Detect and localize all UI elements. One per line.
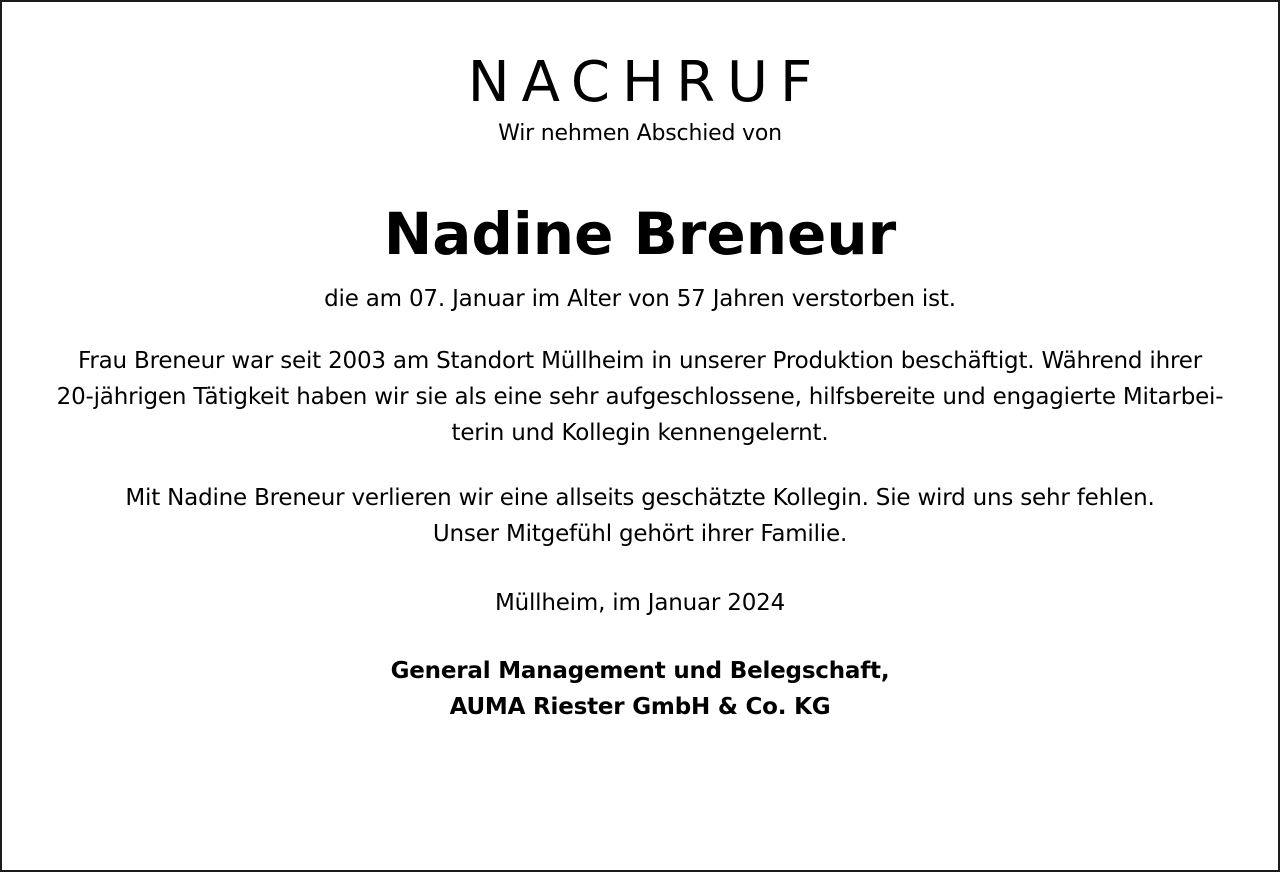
notice-heading: NACHRUF	[467, 50, 825, 115]
place-and-date: Müllheim, im Januar 2024	[494, 590, 786, 616]
paragraph-employment-line: 20-jährigen Tätigkeit haben wir sie als eine sehr aufgeschlossene, hilfsbereite und engagierte Mitarbei-	[56, 384, 1224, 410]
death-statement: die am 07. Januar im Alter von 57 Jahren verstorben ist.	[324, 286, 956, 312]
deceased-name: Nadine Breneur	[383, 200, 897, 268]
paragraph-condolence-line: Mit Nadine Breneur verlieren wir eine allseits geschätzte Kollegin. Sie wird uns sehr fehlen.	[125, 485, 1155, 511]
notice-subheading: Wir nehmen Abschied von	[498, 121, 782, 146]
paragraph-employment-line: Frau Breneur war seit 2003 am Standort Müllheim in unserer Produktion beschäftigt. Während ihrer	[78, 348, 1202, 374]
signature-line: AUMA Riester GmbH & Co. KG	[449, 694, 831, 720]
signature-line: General Management und Belegschaft,	[390, 658, 890, 684]
paragraph-employment-line: terin und Kollegin kennengelernt.	[451, 420, 829, 446]
paragraph-condolence-line: Unser Mitgefühl gehört ihrer Familie.	[432, 521, 848, 547]
